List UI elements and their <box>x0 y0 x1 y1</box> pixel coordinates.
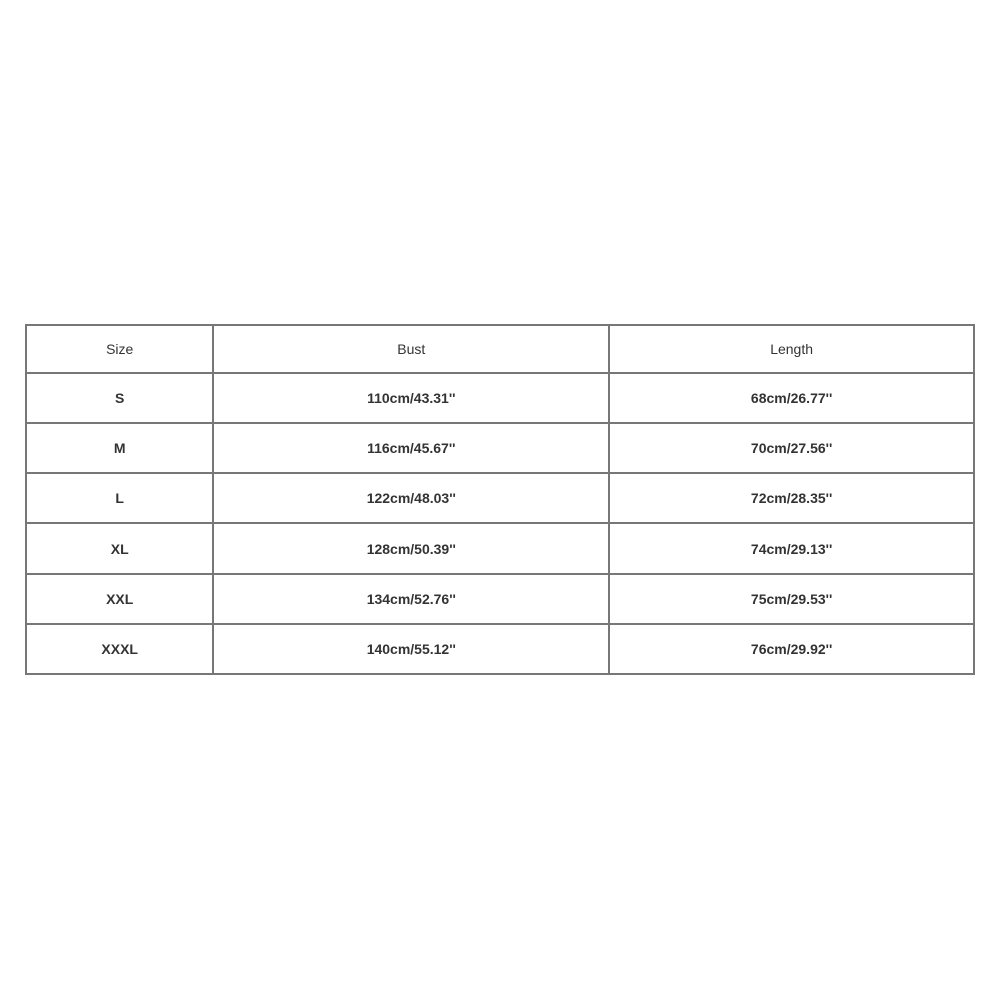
bust-cell: 134cm/52.76'' <box>213 574 609 624</box>
table-header <box>26 325 974 373</box>
bust-cell: 122cm/48.03'' <box>213 473 609 523</box>
table-row <box>26 473 974 523</box>
size-cell: S <box>26 373 213 423</box>
length-cell: 75cm/29.53'' <box>609 574 974 624</box>
length-cell: 72cm/28.35'' <box>609 473 974 523</box>
bust-cell: 116cm/45.67'' <box>213 423 609 473</box>
bust-cell: 110cm/43.31'' <box>213 373 609 423</box>
table-row <box>26 373 974 423</box>
length-cell: 68cm/26.77'' <box>609 373 974 423</box>
table-row <box>26 624 974 674</box>
table-row <box>26 423 974 473</box>
header-row <box>26 325 974 373</box>
length-cell: 70cm/27.56'' <box>609 423 974 473</box>
size-chart-table <box>25 324 975 675</box>
header-length: Length <box>609 325 974 373</box>
bust-cell: 128cm/50.39'' <box>213 523 609 573</box>
table-row <box>26 523 974 573</box>
bust-cell: 140cm/55.12'' <box>213 624 609 674</box>
size-cell: M <box>26 423 213 473</box>
table-body <box>26 373 974 674</box>
header-bust: Bust <box>213 325 609 373</box>
size-cell: XXXL <box>26 624 213 674</box>
size-cell: L <box>26 473 213 523</box>
table-row <box>26 574 974 624</box>
length-cell: 74cm/29.13'' <box>609 523 974 573</box>
size-cell: XXL <box>26 574 213 624</box>
header-size: Size <box>26 325 213 373</box>
size-cell: XL <box>26 523 213 573</box>
length-cell: 76cm/29.92'' <box>609 624 974 674</box>
